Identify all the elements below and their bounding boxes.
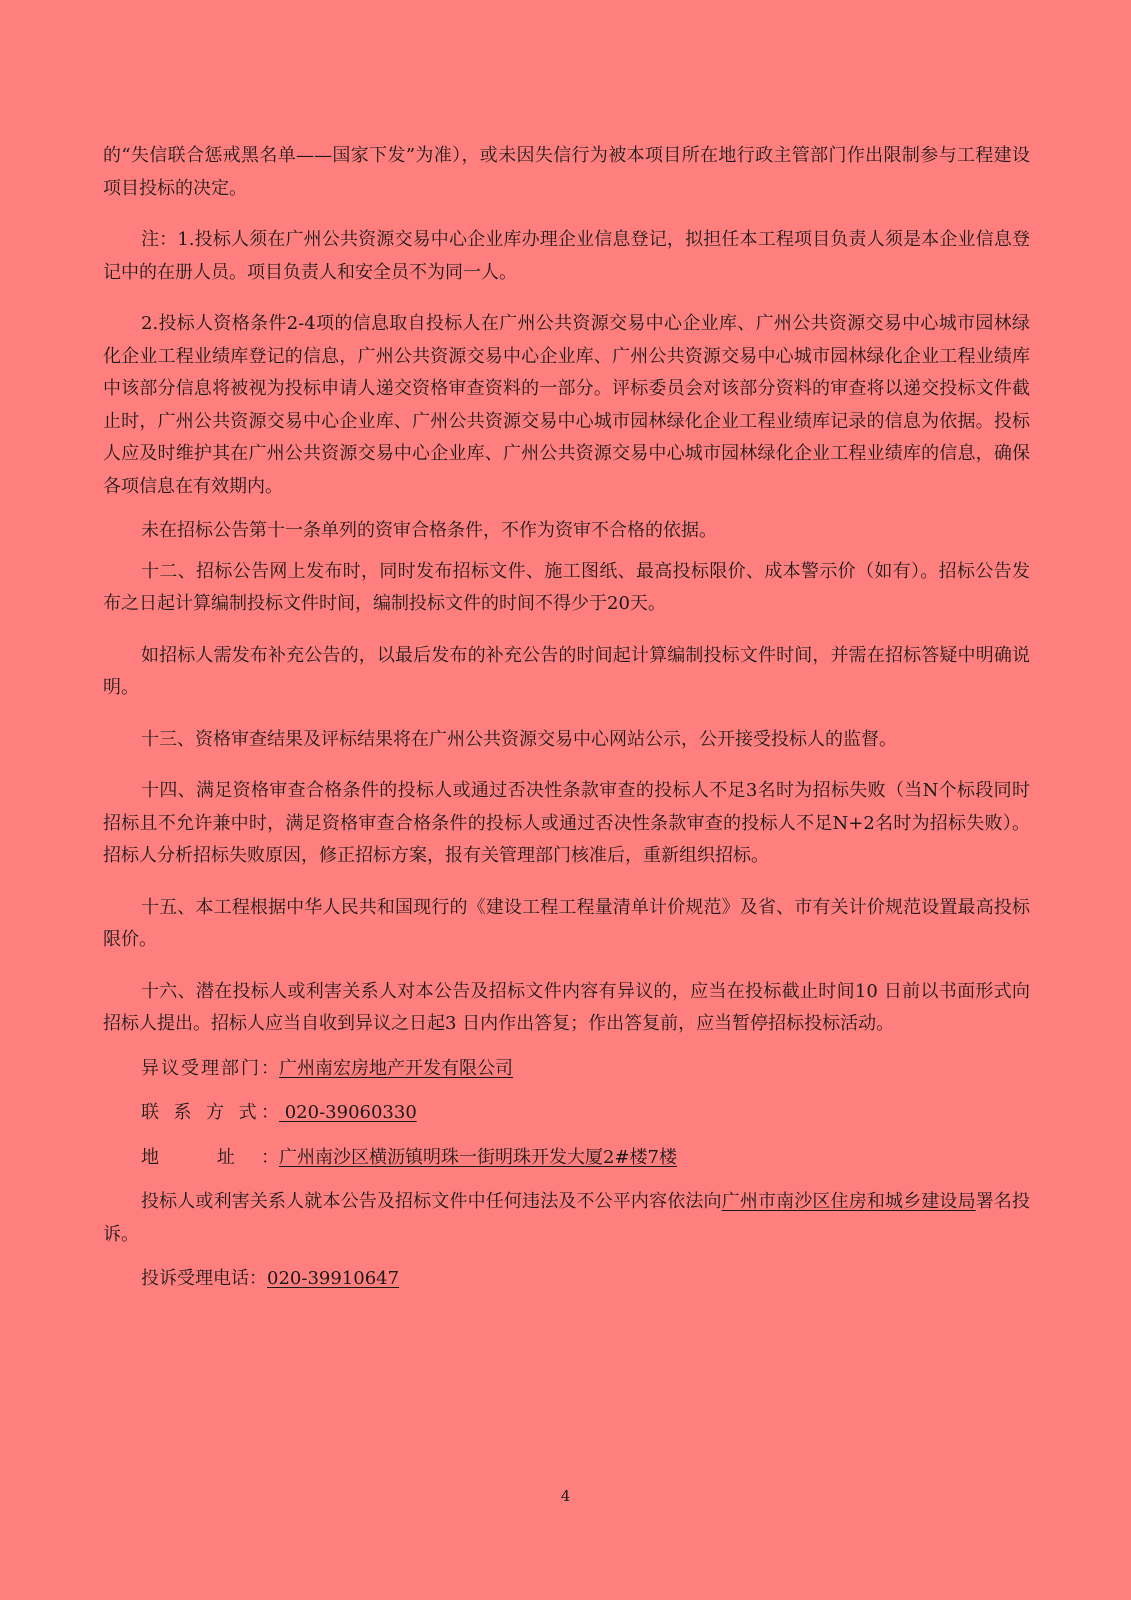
address-line — [103, 1142, 1030, 1175]
complaint-text-before: 投标人或利害关系人就本公告及招标文件中任何违法及不公平内容依法向 — [141, 1191, 722, 1212]
contact-phone-value: 020-39060330 — [279, 1102, 417, 1123]
paragraph-section-12: 十二、招标公告网上发布时，同时发布招标文件、施工图纸、最高投标限价、成本警示价（如有）。招标公告发布之日起计算编制投标文件时间，编制投标文件的时间不得少于20天。 — [103, 560, 1030, 614]
complaint-text-after: 署名投诉。 — [103, 1191, 1031, 1245]
page-number: 4 — [560, 1487, 571, 1505]
objection-department-line — [103, 1053, 1030, 1086]
complaint-authority: 广州市南沙区住房和城乡建设局 — [721, 1191, 976, 1212]
complaint-phone-value: 020-39910647 — [267, 1268, 400, 1289]
paragraph-unlisted-conditions: 未在招标公告第十一条单列的资审合格条件，不作为资审不合格的依据。 — [141, 520, 717, 541]
complaint-phone-line — [103, 1263, 1030, 1296]
address-label: 地 址： — [141, 1146, 279, 1168]
paragraph-section-16: 十六、潜在投标人或利害关系人对本公告及招标文件内容有异议的，应当在投标截止时间10 日前以书面形式向招标人提出。招标人应当自收到异议之日起3 日内作出答复；作出答复前，应当暂停招标投标活动。 — [103, 980, 1030, 1034]
objection-department-label: 异议受理部门： — [141, 1057, 279, 1079]
contact-phone-label: 联 系 方 式： — [141, 1102, 279, 1123]
paragraph-section-14: 十四、满足资格审查合格条件的投标人或通过否决性条款审查的投标人不足3名时为招标失败（当N个标段同时招标且不允许兼中时，满足资格审查合格条件的投标人或通过否决性条款审查的投标人不足N+2名时为招标失败）。招标人分析招标失败原因，修正招标方案，报有关管理部门核准后，重新组织招标。 — [103, 780, 1030, 866]
paragraph-section-15: 十五、本工程根据中华人民共和国现行的《建设工程工程量清单计价规范》及省、市有关计价规范设置最高投标限价。 — [103, 896, 1030, 950]
complaint-phone-label: 投诉受理电话： — [141, 1268, 267, 1289]
address-value: 广州南沙区横沥镇明珠一街明珠开发大厦2#楼7楼 — [279, 1146, 677, 1168]
paragraph-supplementary-notice: 如招标人需发布补充公告的，以最后发布的补充公告的时间起计算编制投标文件时间，并需在招标答疑中明确说明。 — [103, 644, 1030, 698]
paragraph-complaint — [103, 1186, 1030, 1251]
paragraph-note-1: 注：1.投标人须在广州公共资源交易中心企业库办理企业信息登记，拟担任本工程项目负责人须是本企业信息登记中的在册人员。项目负责人和安全员不为同一人。 — [103, 229, 1030, 283]
paragraph-note-2: 2.投标人资格条件2-4项的信息取自投标人在广州公共资源交易中心企业库、广州公共资源交易中心城市园林绿化企业工程业绩库登记的信息，广州公共资源交易中心企业库、广州公共资源交易中心城市园林绿化企业工程业绩库中该部分信息将被视为投标申请人递交资格审查资料的一部分。评标委员会对该部分资料的审查将以递交投标文件截止时，广州公共资源交易中心企业库、广州公共资源交易中心城市园林绿化企业工程业绩库记录的信息为依据。投标人应及时维护其在广州公共资源交易中心企业库、广州公共资源交易中心城市园林绿化企业工程业绩库的信息，确保各项信息在有效期内。 — [103, 313, 1030, 497]
contact-phone-line — [103, 1097, 1030, 1130]
paragraph-blacklist-continuation: 的“失信联合惩戒黑名单——国家下发”为准），或未因失信行为被本项目所在地行政主管部门作出限制参与工程建设项目投标的决定。 — [103, 145, 1030, 199]
document-body — [103, 140, 1030, 1296]
paragraph-section-13: 十三、资格审查结果及评标结果将在广州公共资源交易中心网站公示，公开接受投标人的监督。 — [141, 728, 897, 750]
objection-department-value: 广州南宏房地产开发有限公司 — [279, 1057, 513, 1079]
